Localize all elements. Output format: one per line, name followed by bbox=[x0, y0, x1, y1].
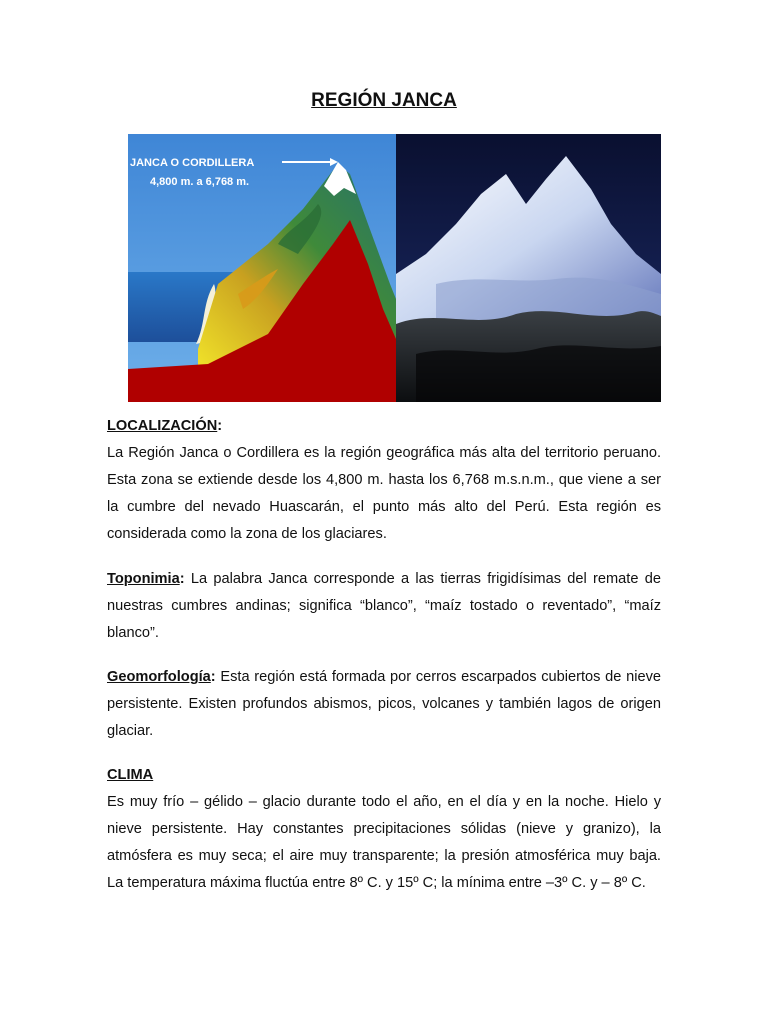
cross-section-panel bbox=[128, 134, 396, 402]
snow-mountain-photo bbox=[396, 134, 661, 402]
geomorfologia-paragraph bbox=[107, 664, 661, 745]
localizacion-heading bbox=[107, 413, 222, 440]
toponimia-heading: Toponimia bbox=[107, 571, 180, 587]
mountain-label: JANCA O CORDILLERA bbox=[130, 157, 255, 169]
page-title: REGIÓN JANCA bbox=[311, 90, 457, 111]
toponimia-paragraph bbox=[107, 566, 661, 647]
toponimia-text: La palabra Janca corresponde a las tierras frigidísimas del remate de nuestras cumbres andinas; significa “blanco”, “maíz tostado o reventado”, “maíz blanco”. bbox=[107, 571, 661, 641]
localizacion-heading-colon: : bbox=[217, 418, 223, 434]
altitude-range-label: 4,800 m. a 6,768 m. bbox=[150, 176, 250, 188]
geomorfologia-colon: : bbox=[210, 669, 216, 685]
geomorfologia-text: Esta región está formada por cerros escarpados cubiertos de nieve persistente. Existen profundos abismos, picos, volcanes y también lagos de origen glaciar. bbox=[107, 669, 661, 739]
localizacion-paragraph: La Región Janca o Cordillera es la región geográfica más alta del territorio peruano. Esta zona se extiende desde los 4,800 m. hasta los 6,768 m.s.n.m., que viene a ser la cumbre del nevado Huascarán, el punto más alto del Perú. Esta región es considerada como la zona de los glaciares. bbox=[107, 445, 661, 542]
janca-illustration bbox=[128, 134, 661, 402]
clima-heading-text: CLIMA bbox=[107, 767, 154, 783]
geomorfologia-heading: Geomorfología bbox=[107, 669, 211, 685]
clima-paragraph: Es muy frío – gélido – glacio durante todo el año, en el día y en la noche. Hielo y nieve persistente. Hay constantes precipitaciones sólidas (nieve y granizo), la atmósfera es muy seca; el aire muy transparente; la presión atmosférica muy baja. La temperatura máxima fluctúa entre 8º C. y 15º C; la mínima entre –3º C. y – 8º C. bbox=[107, 794, 661, 891]
localizacion-heading-text: LOCALIZACIÓN bbox=[107, 418, 218, 434]
toponimia-colon: : bbox=[179, 571, 185, 587]
clima-heading bbox=[107, 762, 153, 789]
